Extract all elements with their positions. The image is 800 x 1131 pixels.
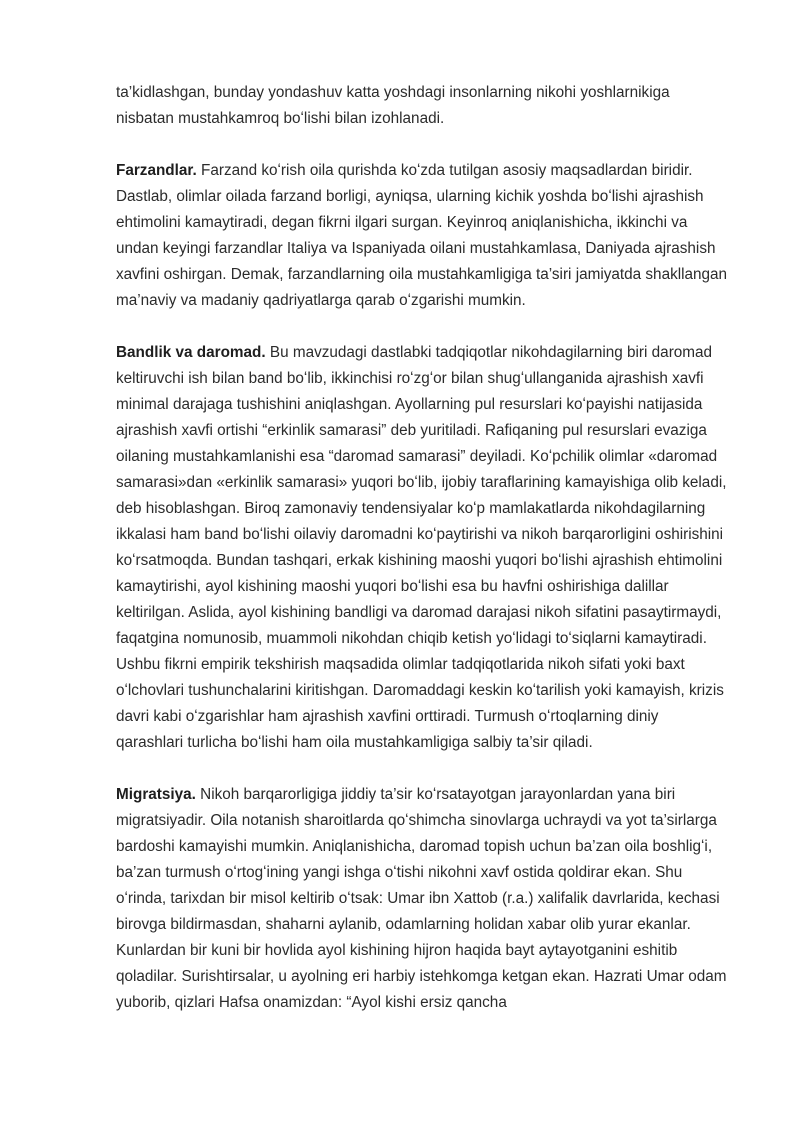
document-page: [116, 80, 728, 1042]
paragraph-migratsiya: [116, 782, 728, 1016]
paragraph-text: ta’kidlashgan, bunday yondashuv katta yoshdagi insonlarning nikohi yoshlarnikiga nisbatan mustahkamroq boʻlishi bilan izohlanadi.: [116, 84, 670, 127]
paragraph-text: Farzand koʻrish oila qurishda koʻzda tutilgan asosiy maqsadlardan biridir. Dastlab, olimlar oilada farzand borligi, ayniqsa, ularning kichik yoshda boʻlishi ajrashish ehtimolini kamaytiradi, degan fikrni ilgari surgan. Keyinroq aniqlanishicha, ikkinchi va undan keyingi farzandlar Italiya va Ispaniyada oilani mustahkamlasa, Daniyada ajrashish xavfini oshirgan. Demak, farzandlarning oila mustahkamligiga ta’siri jamiyatda shakllangan ma’naviy va madaniy qadriyatlarga qarab oʻzgarishi mumkin.: [116, 162, 728, 309]
paragraph-intro: [116, 80, 728, 132]
section-heading: Farzandlar.: [116, 162, 202, 179]
paragraph-text: Bu mavzudagi dastlabki tadqiqotlar nikohdagilarning biri daromad keltiruvchi ish bilan band boʻlib, ikkinchisi roʻzgʻor bilan shugʻullanganida ajrashish xavfi minimal darajaga tushishini aniqlashgan. Ayollarning pul resurslari koʻpayishi natijasida ajrashish xavfi ortishi “erkinlik samarasi” deb yuritiladi. Rafiqaning pul resurslari evaziga oilaning mustahkamlanishi esa “daromad samarasi” deyiladi. Koʻpchilik olimlar «daromad samarasi»dan «erkinlik samarasi» yuqori boʻlib, ijobiy taraflarining kamayishiga olib keladi, deb hisoblashgan. Biroq zamonaviy tendensiyalar koʻp mamlakatlarda nikohdagilarning ikkalasi ham band boʻlishi oilaviy daromadni koʻpaytirishi va nikoh barqarorligini oshirishini koʻrsatmoqda. Bundan tashqari, erkak kishining maoshi yuqori boʻlishi ajrashish ehtimolini kamaytirishi, ayol kishining maoshi yuqori boʻlishi esa bu havfni oshirishiga dalillar keltirilgan. Aslida, ayol kishining bandligi va daromad darajasi nikoh sifatini pasaytirmaydi, faqatgina nomunosib, muammoli nikohdan chiqib ketish yoʻlidagi toʻsiqlarni kamaytiradi. Ushbu fikrni empirik tekshirish maqsadida olimlar tadqiqotlarida nikoh sifati yoki baxt oʻlchovlari tushunchalarini kiritishgan. Daromaddagi keskin koʻtarilish yoki kamayish, krizis davri kabi oʻzgarishlar ham ajrashish xavfini orttiradi. Turmush oʻrtoqlarning diniy qarashlari turlicha boʻlishi ham oila mustahkamligiga salbiy ta’sir qiladi.: [116, 344, 727, 751]
section-heading: Migratsiya.: [116, 786, 201, 803]
paragraph-text: Nikoh barqarorligiga jiddiy ta’sir koʻrsatayotgan jarayonlardan yana biri migratsiyadir. Oila notanish sharoitlarda qoʻshimcha sinovlarga uchraydi va yot ta’sirlarga bardoshi kamayishi mumkin. Aniqlanishicha, daromad topish uchun ba’zan oila boshligʻi, ba’zan turmush oʻrtogʻining yangi ishga oʻtishi nikohni xavf ostida qoldirar ekan. Shu oʻrinda, tarixdan bir misol keltirib oʻtsak: Umar ibn Xattob (r.a.) xalifalik davrlarida, kechasi birovga bildirmasdan, shaharni aylanib, odamlarning holidan xabar olib yurar ekanlar. Kunlardan bir kuni bir hovlida ayol kishining hijron haqida bayt aytayotganini eshitib qoladilar. Surishtirsalar, u ayolning eri harbiy istehkomga ketgan ekan. Hazrati Umar odam yuborib, qizlari Hafsa onamizdan: “Ayol kishi ersiz qancha: [116, 786, 727, 1011]
paragraph-farzandlar: [116, 158, 728, 314]
paragraph-bandlik: [116, 340, 728, 756]
section-heading: Bandlik va daromad.: [116, 344, 270, 361]
